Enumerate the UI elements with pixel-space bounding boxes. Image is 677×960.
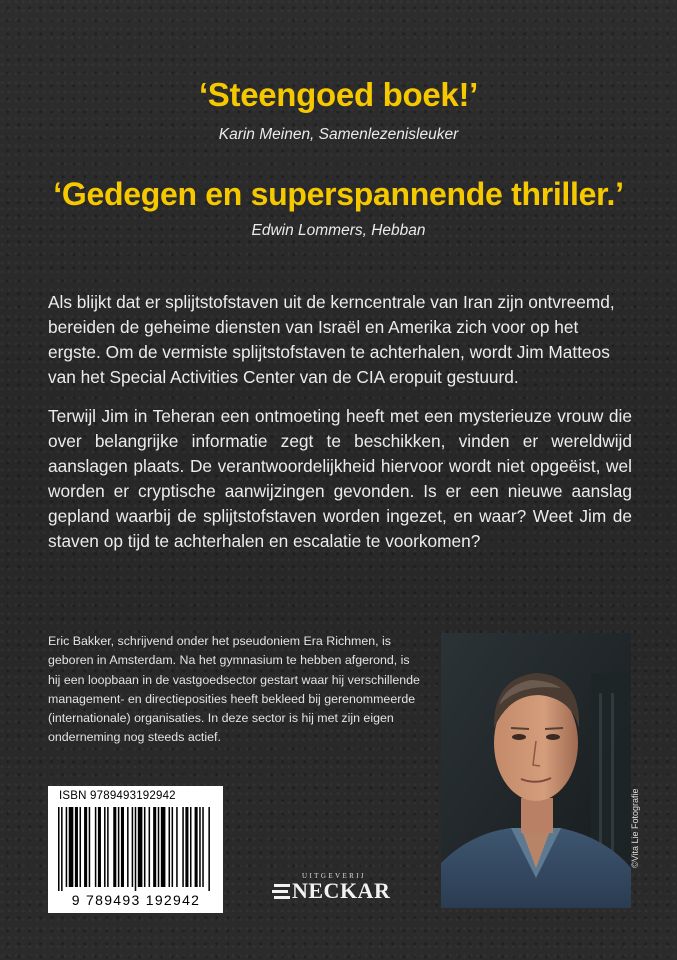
author-bio: Eric Bakker, schrijvend onder het pseudoniem Era Richmen, is geboren in Amsterdam. Na het gymnasium te hebben afgerond, is hij een loopbaan in de vastgoedsector gestart waar hij verschillende management- en directieposities heeft bekleed bij gerenommeerde (internationale) organisaties. In deze sector is hij met zijn eigen onderneming nog steeds actief. [48, 634, 420, 745]
publisher-logo [272, 872, 404, 916]
barcode-bar [66, 807, 68, 887]
barcode-bar [199, 807, 201, 887]
author-photo [441, 633, 631, 908]
barcode-bar [208, 807, 210, 891]
barcode-bar [195, 807, 198, 887]
barcode-bars [58, 807, 213, 891]
barcode-bar [132, 807, 134, 887]
barcode-bar [89, 807, 91, 887]
barcode-bar [104, 807, 106, 887]
barcode-bar [202, 807, 204, 887]
blurb-paragraph-1: Als blijkt dat er splijtstofstaven uit de kerncentrale van Iran zijn ontvreemd, bereiden de geheime diensten van Israël en Amerika zich voor op het ergste. Om de vermiste splijtstofstaven te achterhalen, wordt Jim Matteos van het Special Activities Center van de CIA eropuit gestuurd. [48, 292, 615, 387]
isbn-label: ISBN 9789493192942 [59, 790, 176, 802]
publisher-name: NECKAR [292, 878, 391, 903]
publisher-mark-icon [272, 883, 292, 901]
barcode-bar [113, 807, 116, 887]
barcode-digits: 9 789493 192942 [71, 892, 201, 908]
barcode-bar [138, 807, 143, 887]
barcode-bar [107, 807, 109, 887]
barcode-box [48, 786, 223, 913]
barcode-bar [69, 807, 74, 887]
quote-1: ‘Steengoed boek!’ [198, 76, 479, 113]
barcode-bar [182, 807, 184, 887]
blurb-paragraph-2: Terwijl Jim in Teheran een ontmoeting heeft met een mysterieuze vrouw die over belangrijke informatie zegt te beschikken, vinden er wereldwijd aanslagen plaats. De verantwoordelijkheid hiervoor wordt niet opgeëist, wel worden er cryptische aanwijzingen gevonden. Is er een nieuwe aanslag gepland waarbij de splijtstofstaven worden ingezet, en waar? Weet Jim de staven op tijd te achterhalen en escalatie te voorkomen? [48, 406, 632, 551]
barcode-bar [161, 807, 166, 887]
barcode-bar [172, 807, 174, 887]
barcode-bar [169, 807, 171, 887]
barcode-bar [61, 807, 63, 891]
barcode-bar [185, 807, 188, 887]
barcode-bar [135, 807, 137, 891]
barcode-bar [190, 807, 192, 887]
barcode-bar [79, 807, 81, 887]
photo-credit: ©Vita Lie Fotografie [630, 788, 640, 868]
barcode-bar [75, 807, 78, 887]
publisher-tagline: UITGEVERIJ [302, 872, 367, 880]
barcode-bar [121, 807, 124, 887]
quote-2-source: Edwin Lommers, Hebban [251, 222, 426, 239]
quote-2: ‘Gedegen en superspannende thriller.’ [53, 176, 624, 212]
barcode-bar [144, 807, 146, 887]
barcode-bar [158, 807, 160, 887]
barcode-bar [127, 807, 129, 887]
barcode-bar [58, 807, 60, 891]
quote-1-source: Karin Meinen, Samenlezenisleuker [218, 126, 459, 143]
barcode-bar [84, 807, 87, 887]
barcode-bar [153, 807, 156, 887]
barcode-bar [149, 807, 151, 887]
barcode-bar [98, 807, 101, 887]
barcode-bar [176, 807, 178, 887]
barcode-bar [118, 807, 120, 887]
barcode-bar [95, 807, 97, 887]
